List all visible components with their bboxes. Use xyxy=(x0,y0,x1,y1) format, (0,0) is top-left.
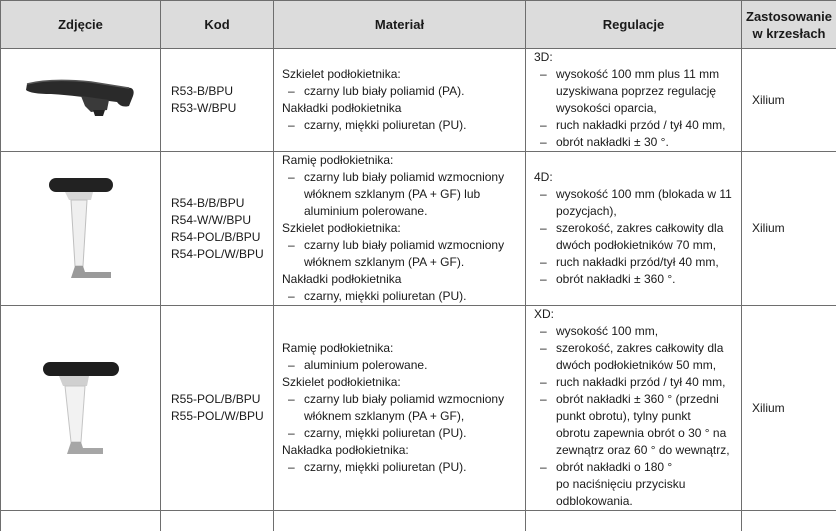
usage-cell: Xilium xyxy=(742,152,836,306)
adjust-line: zewnątrz oraz 60 ° do wewnątrz, xyxy=(534,442,737,459)
material-line: Nakładka podłokietnika: xyxy=(282,442,521,459)
header-photo: Zdjęcie xyxy=(1,1,161,49)
header-row xyxy=(1,1,836,49)
adjustments-cell xyxy=(526,306,742,511)
material-line: – czarny lub biały poliamid wzmocniony xyxy=(282,169,521,186)
material-line: Nakładki podłokietnika xyxy=(282,271,521,288)
adjust-line: punkt obrotu), tylny punkt xyxy=(534,408,737,425)
photo-cell xyxy=(1,49,161,152)
adjust-line: odblokowania. xyxy=(534,493,737,510)
usage-cell: Xilium xyxy=(742,49,836,152)
material-line: włóknem szklanym (PA + GF). xyxy=(282,254,521,271)
product-code: R54-B/B/BPU xyxy=(171,195,273,212)
product-code: R55-POL/W/BPU xyxy=(171,408,273,425)
header-adjustments: Regulacje xyxy=(526,1,742,49)
empty-cell xyxy=(742,511,836,531)
header-code: Kod xyxy=(161,1,274,49)
material-cell xyxy=(274,152,526,306)
material-line: włóknem szklanym (PA + GF), xyxy=(282,408,521,425)
adjust-line: 3D: xyxy=(534,49,737,66)
usage-cell: Xilium xyxy=(742,306,836,511)
adjust-line: – obrót nakładki ± 360 °. xyxy=(534,271,737,288)
header-usage-line1: Zastosowanie xyxy=(742,8,836,25)
armrest-r53-image xyxy=(21,70,141,130)
material-line: Nakładki podłokietnika xyxy=(282,100,521,117)
product-code: R54-POL/W/BPU xyxy=(171,246,273,263)
material-line: – czarny, miękki poliuretan (PU). xyxy=(282,459,521,476)
adjust-line: dwóch podłokietników 50 mm, xyxy=(534,357,737,374)
material-line: Szkielet podłokietnika: xyxy=(282,374,521,391)
adjust-line: – obrót nakładki o 180 ° xyxy=(534,459,737,476)
product-code: R54-POL/B/BPU xyxy=(171,229,273,246)
photo-cell xyxy=(1,152,161,306)
code-cell xyxy=(161,49,274,152)
table-row-partial xyxy=(1,511,836,531)
armrest-r55-image xyxy=(39,358,123,458)
table-row xyxy=(1,306,836,511)
adjust-line: uzyskiwana poprzez regulację xyxy=(534,83,737,100)
adjust-line: obrotu zapewnia obrót o 30 ° na xyxy=(534,425,737,442)
empty-cell xyxy=(274,511,526,531)
adjust-line: – szerokość, zakres całkowity dla xyxy=(534,220,737,237)
empty-cell xyxy=(161,511,274,531)
adjustments-cell xyxy=(526,49,742,152)
material-line: Szkielet podłokietnika: xyxy=(282,220,521,237)
adjust-line: – ruch nakładki przód/tył 40 mm, xyxy=(534,254,737,271)
code-cell xyxy=(161,306,274,511)
adjust-line: – obrót nakładki ± 360 ° (przedni xyxy=(534,391,737,408)
header-material: Materiał xyxy=(274,1,526,49)
code-cell xyxy=(161,152,274,306)
material-line: – czarny lub biały poliamid (PA). xyxy=(282,83,521,100)
empty-cell xyxy=(526,511,742,531)
adjust-line: – szerokość, zakres całkowity dla xyxy=(534,340,737,357)
table-row xyxy=(1,152,836,306)
material-line: – czarny lub biały poliamid wzmocniony xyxy=(282,391,521,408)
adjust-line: – ruch nakładki przód / tył 40 mm, xyxy=(534,374,737,391)
header-usage-line2: w krzesłach xyxy=(742,25,836,42)
material-line: – czarny, miękki poliuretan (PU). xyxy=(282,425,521,442)
adjust-line: dwóch podłokietników 70 mm, xyxy=(534,237,737,254)
product-code: R54-W/W/BPU xyxy=(171,212,273,229)
header-usage xyxy=(742,1,836,49)
adjust-line: – wysokość 100 mm (blokada w 11 xyxy=(534,186,737,203)
material-line: – aluminium polerowane. xyxy=(282,357,521,374)
adjust-line: pozycjach), xyxy=(534,203,737,220)
material-line: Ramię podłokietnika: xyxy=(282,152,521,169)
material-line: włóknem szklanym (PA + GF) lub xyxy=(282,186,521,203)
material-line: – czarny, miękki poliuretan (PU). xyxy=(282,117,521,134)
product-code: R53-W/BPU xyxy=(171,100,273,117)
material-cell xyxy=(274,306,526,511)
table-row xyxy=(1,49,836,152)
empty-cell xyxy=(1,511,161,531)
product-code: R55-POL/B/BPU xyxy=(171,391,273,408)
adjust-line: 4D: xyxy=(534,169,737,186)
armrest-r54-image xyxy=(41,174,121,284)
adjust-line: – obrót nakładki ± 30 °. xyxy=(534,134,737,151)
adjust-line: wysokości oparcia, xyxy=(534,100,737,117)
adjustments-cell xyxy=(526,152,742,306)
adjust-line: – ruch nakładki przód / tył 40 mm, xyxy=(534,117,737,134)
adjust-line: po naciśnięciu przycisku xyxy=(534,476,737,493)
material-line: aluminium polerowane. xyxy=(282,203,521,220)
adjust-line: – wysokość 100 mm, xyxy=(534,323,737,340)
adjust-line: – wysokość 100 mm plus 11 mm xyxy=(534,66,737,83)
product-code: R53-B/BPU xyxy=(171,83,273,100)
material-line: Szkielet podłokietnika: xyxy=(282,66,521,83)
material-line: – czarny lub biały poliamid wzmocniony xyxy=(282,237,521,254)
adjust-line: XD: xyxy=(534,306,737,323)
photo-cell xyxy=(1,306,161,511)
material-line: Ramię podłokietnika: xyxy=(282,340,521,357)
material-line: – czarny, miękki poliuretan (PU). xyxy=(282,288,521,305)
material-cell xyxy=(274,49,526,152)
